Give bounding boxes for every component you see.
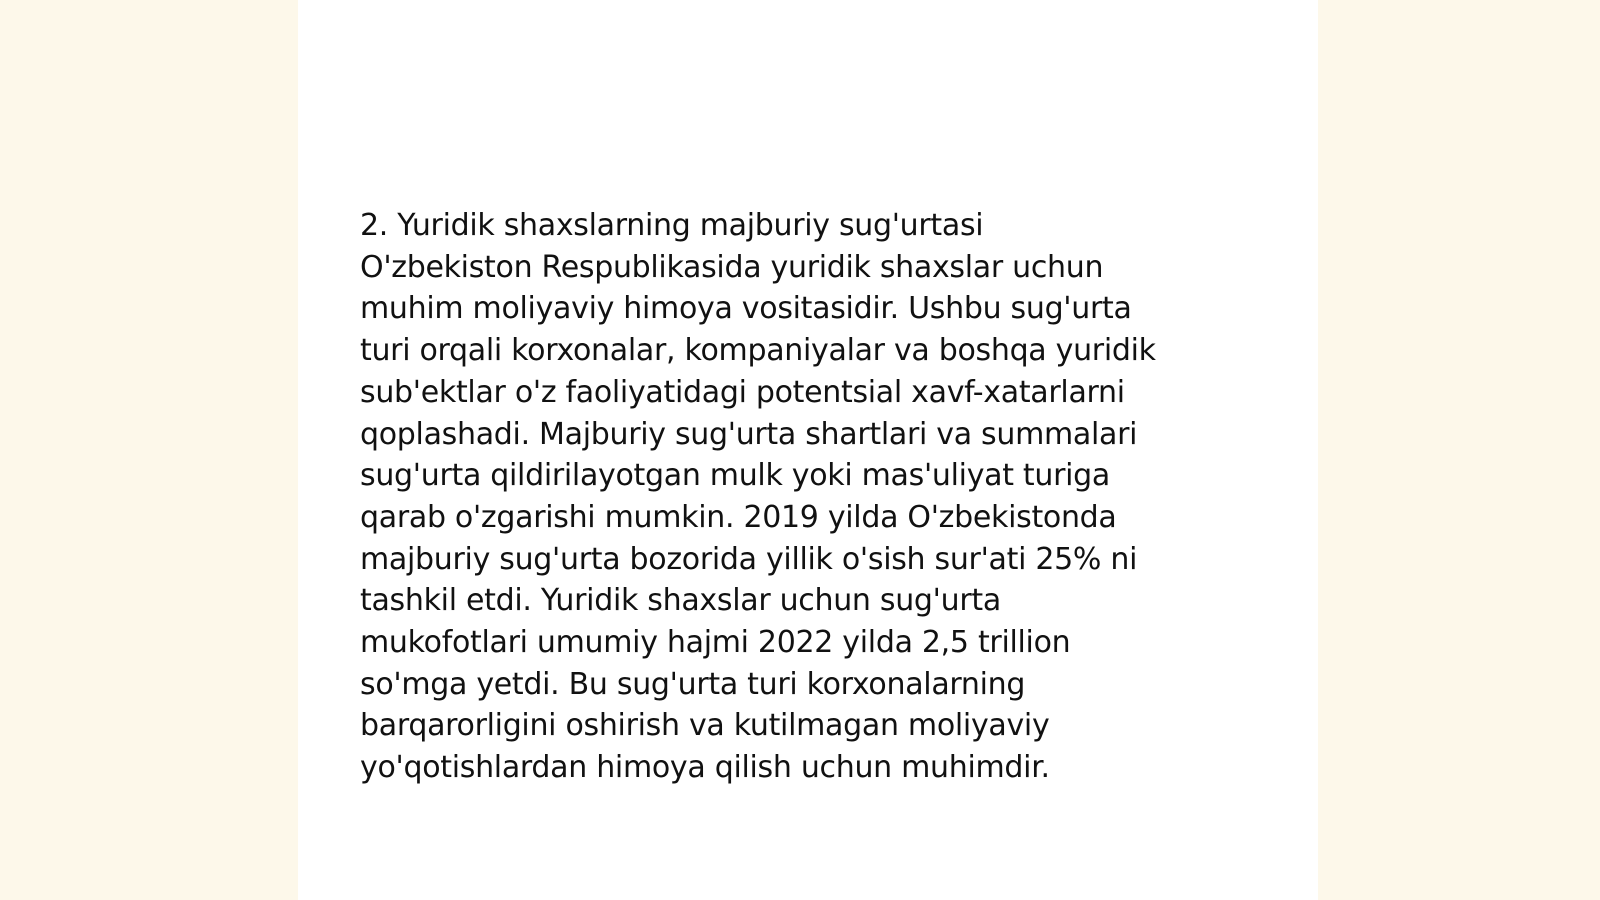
slide-text-block — [360, 205, 1260, 789]
text-line: mukofotlari umumiy hajmi 2022 yilda 2,5 trillion — [360, 625, 1071, 661]
text-line: majburiy sug'urta bozorida yillik o'sish sur'ati 25% ni — [360, 541, 1138, 577]
text-line: turi orqali korxonalar, kompaniyalar va boshqa yuridik — [360, 333, 1156, 369]
text-line: so'mga yetdi. Bu sug'urta turi korxonalarning — [360, 666, 1026, 702]
text-line: O'zbekiston Respublikasida yuridik shaxslar uchun — [360, 249, 1104, 285]
text-line: tashkil etdi. Yuridik shaxslar uchun sug'urta — [360, 583, 1001, 619]
text-line: yo'qotishlardan himoya qilish uchun muhimdir. — [360, 750, 1050, 786]
text-line: qarab o'zgarishi mumkin. 2019 yilda O'zbekistonda — [360, 499, 1117, 535]
text-line: muhim moliyaviy himoya vositasidir. Ushbu sug'urta — [360, 291, 1132, 327]
text-line: qoplashadi. Majburiy sug'urta shartlari va summalari — [360, 416, 1138, 452]
text-line: barqarorligini oshirish va kutilmagan moliyaviy — [360, 708, 1050, 744]
text-line: 2. Yuridik shaxslarning majburiy sug'urtasi — [360, 208, 984, 243]
text-line: sub'ektlar o'z faoliyatidagi potentsial xavf-xatarlarni — [360, 374, 1125, 410]
slide-panel — [298, 0, 1318, 900]
text-line: sug'urta qildirilayotgan mulk yoki mas'uliyat turiga — [360, 458, 1111, 494]
